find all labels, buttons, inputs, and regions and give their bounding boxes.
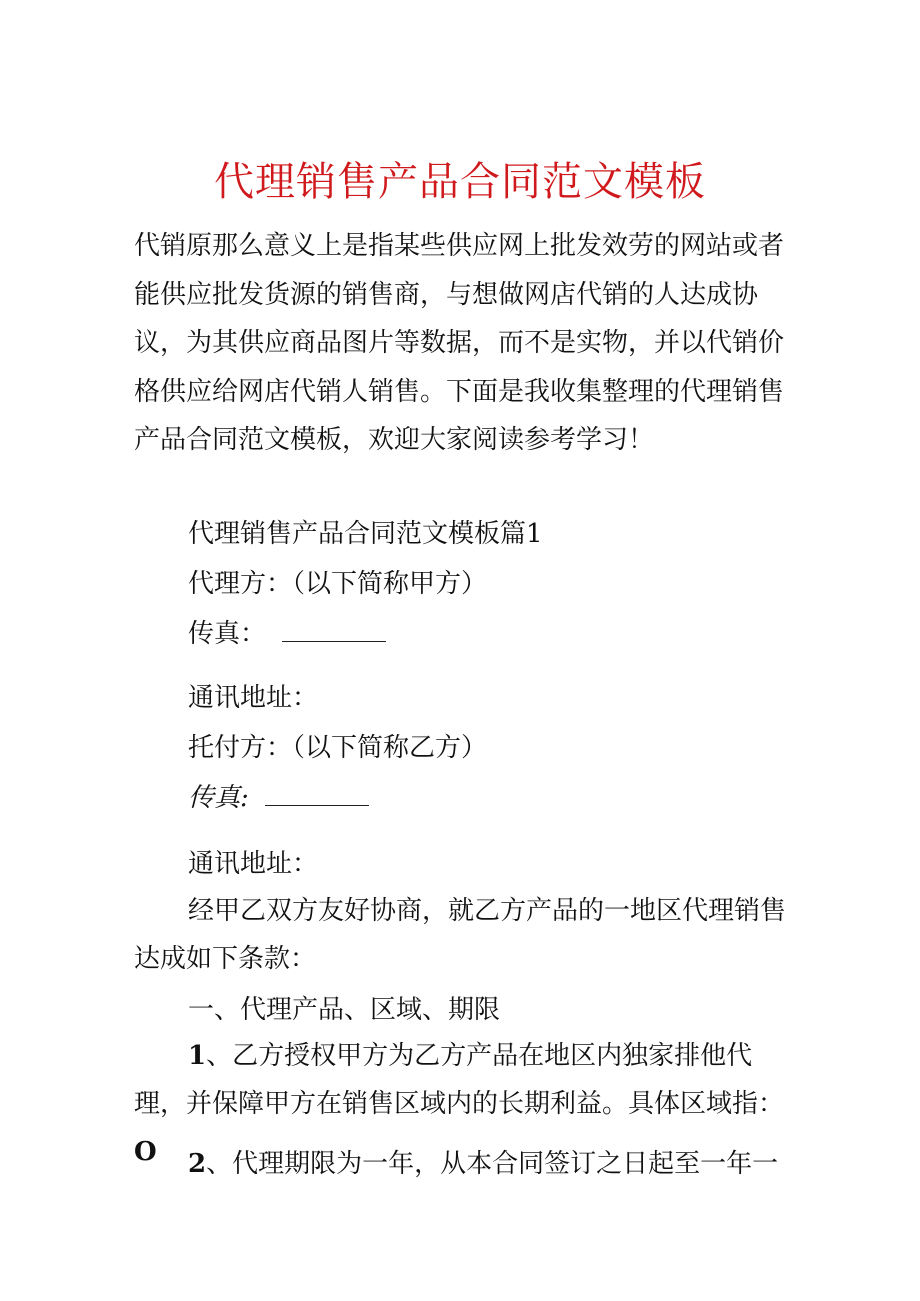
party-b-address: 通讯地址： — [188, 849, 319, 879]
party-b-fax-blank — [265, 785, 369, 806]
intro-paragraph: 代销原那么意义上是指某些供应网上批发效劳的网站或者能供应批发货源的销售商，与想做网店代销的人达成协议，为其供应商品图片等数据，而不是实物，并以代销价格供应给网店代销人销售。下面是我收集整理的代理销售产品合同范文模板，欢迎大家阅读参考学习！ — [134, 231, 785, 455]
item-2-number: 2 — [188, 1149, 207, 1179]
party-a-fax-label: 传真： — [188, 619, 267, 649]
party-b-fax-label: 传真: — [188, 783, 249, 813]
item-1-text: 、乙方授权甲方为乙方产品在地区内独家排他代理，并保障甲方在销售区域内的长期利益。具体区域指： — [134, 1041, 785, 1119]
party-b-fax-row — [188, 780, 369, 816]
party-a-fax-row — [188, 616, 386, 652]
item-1-number: 1 — [188, 1041, 207, 1071]
document-title: 代理销售产品合同范文模板 — [214, 159, 706, 205]
item-2-text: 、代理期限为一年，从本合同签订之日起至一年一 — [206, 1149, 779, 1179]
party-a-fax-blank — [282, 621, 386, 642]
party-a-address: 通讯地址： — [188, 683, 319, 713]
clause-item-2 — [134, 1140, 794, 1188]
party-a-label: 代理方：（以下简称甲方） — [188, 569, 488, 599]
section-heading: 代理销售产品合同范文模板篇1 — [188, 519, 543, 549]
clause-1-heading: 一、代理产品、区域、期限 — [188, 995, 501, 1025]
item-1-end: O — [134, 1137, 157, 1167]
party-b-label: 托付方：（以下简称乙方） — [188, 733, 488, 763]
agreement-paragraph: 经甲乙双方友好协商，就乙方产品的一地区代理销售达成如下条款： — [134, 896, 787, 974]
